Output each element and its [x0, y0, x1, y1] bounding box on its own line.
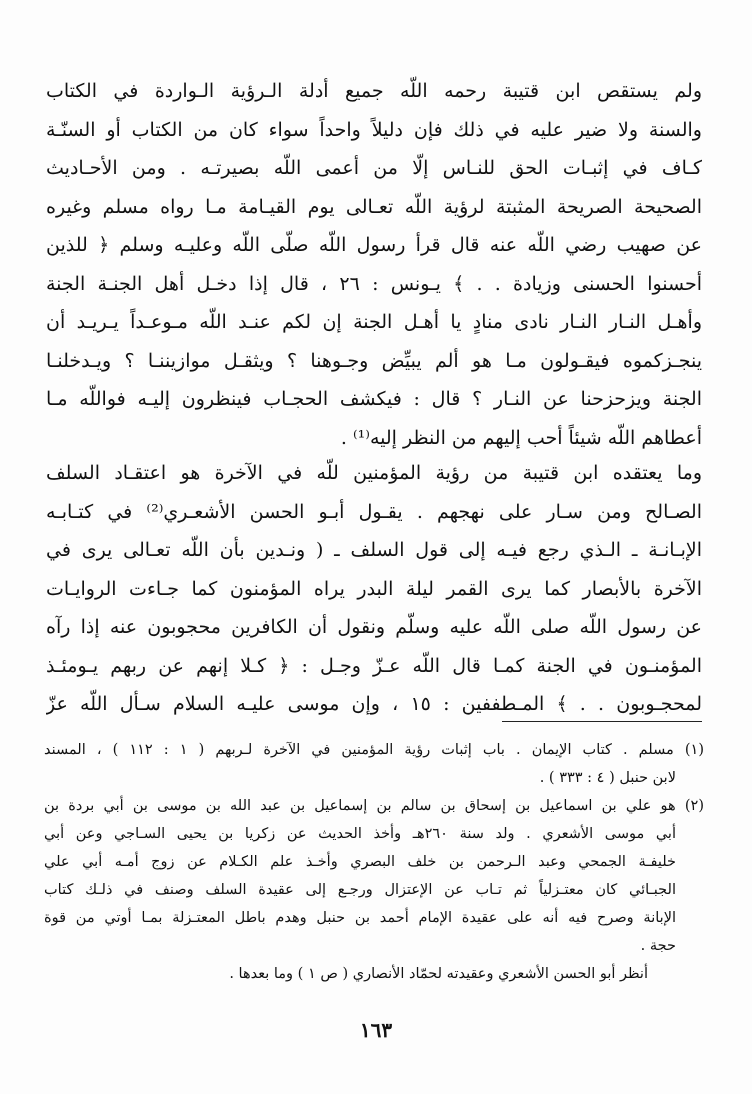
text-line: لمحجـوبون . . ﴾ المـطففين : ١٥ ، وإن موسى عليـه السلام سـأل اللّه عزّ — [46, 693, 702, 715]
footnote-1 — [44, 736, 704, 792]
text-line: عن رسول اللّه صلى اللّه عليه وسلّم ونقول أن الكافرين محجوبون عنه إذا رآه — [46, 616, 702, 638]
footnote-reference: أنظر أبو الحسن الأشعري وعقيدته لحمّاد الأنصاري ( ص ١ ) وما بعدها . — [229, 966, 648, 982]
text-line: الإبـانـة ـ الـذي رجع فيـه إلى قول السلف ـ ( ونـدين بأن اللّه تعـالى يرى في — [46, 539, 702, 561]
footnote-line: أبي موسى الأشعري . ولد سنة ٢٦٠هـ وأخذ الحديث عن زكريا بن يحيى السـاجي وعن أبي — [44, 826, 676, 842]
footnote-2 — [44, 792, 704, 988]
page-number: ١٦٣ — [359, 1018, 393, 1042]
text-line: والسنة ولا ضير عليه في ذلك فإن دليلاً واحداً سواء كان من الكتاب أو السنّـة — [46, 118, 702, 141]
paragraph-2 — [46, 454, 702, 724]
text-line: الصحيحة الصريحة المثبتة لرؤية اللّه تعـالى يوم القيـامة مـا رواه مسلم وغيره — [46, 195, 702, 218]
text-line: الجنة ويزحزحنا عن النـار ؟ قال : فيكشف الحجـاب فينظرون إليـه فواللّه مـا — [46, 388, 702, 410]
paragraph-1 — [46, 72, 702, 457]
text-line: ولم يستقص ابن قتيبة رحمه اللّه جميع أدلة الـرؤية الـواردة في الكتاب — [46, 80, 702, 102]
footnote-line: (١) مسلم . كتاب الإيمان . باب إثبات رؤية المؤمنين في الآخرة لـربهم ( ١ : ١١٢ ) ، المسند — [44, 742, 704, 758]
footnote-line: الإبانة وصرح فيه أنه على عقيدة الإمام أحمد بن حنبل وهدم باطل المعتـزلة بمـا أوتي من قوة — [44, 910, 676, 926]
text-line: عن صهيب رضي اللّه عنه قال قرأ رسول اللّه صلّى اللّه وعليـه وسلم ﴿ للذين — [46, 234, 702, 256]
text-line: الآخرة بالأبصار كما يرى القمر ليلة البدر يراه المؤمنون كما جـاءت الروايـات — [46, 577, 702, 600]
text-line: الصـالح ومن سـار على نهجهم . يقـول أبـو الحسن الأشعـري⁽²⁾ في كتـابـه — [46, 500, 702, 523]
footnotes — [44, 736, 704, 988]
text-line: ينجـزكموه فيقـولون مـا هو ألم يبيِّض وجـوهنا ؟ ويثقـل موازيننـا ؟ ويـدخلنـا — [46, 349, 702, 372]
text-line: أعطاهم اللّه شيئاً أحب إليهم من النظر إليه⁽¹⁾ . — [340, 426, 702, 449]
footnote-line: الجبـائي كان معتـزلياً ثم تـاب عن الإعتزال ورجـع إلى عقيدة السلف وصنف في ذلـك كتاب — [44, 882, 676, 898]
footnote-separator — [502, 721, 702, 722]
footnote-line: لابن حنبل ( ٤ : ٣٣٣ ) . — [539, 770, 676, 786]
text-line: وأهـل النـار النـار نادى منادٍ يا أهـل الجنة إن لكم عنـد اللّه مـوعـداً يـريـد أن — [46, 311, 702, 333]
text-line: المؤمنـون في الجنة كمـا قال اللّه عـزّ وجـل : ﴿ كـلا إنهم عن ربهم يـومئـذ — [46, 654, 702, 677]
text-line: أحسنوا الحسنى وزيادة . . ﴾ يـونس : ٢٦ ، قال إذا دخـل أهل الجنـة الجنة — [46, 272, 702, 295]
footnote-line: (٢) هو علي بن اسماعيل بن إسحاق بن سالم بن إسماعيل بن عبد الله بن موسى بن أبي بردة بن — [44, 798, 704, 814]
text-line: وما يعتقده ابن قتيبة من رؤية المؤمنين للّه في الآخرة هو اعتقـاد السلف — [46, 462, 702, 484]
text-line: كـاف في إثبـات الحق للنـاس إلّا من أعمى اللّه بصيرتـه . ومن الأحـاديث — [46, 157, 702, 179]
footnote-line: خليفـة الجمحي وعبد الـرحمن بن خلف البصري وأخـذ علم الكـلام عن زوج أمـه أبي علي — [44, 854, 676, 870]
footnote-line: حجة . — [640, 938, 676, 954]
